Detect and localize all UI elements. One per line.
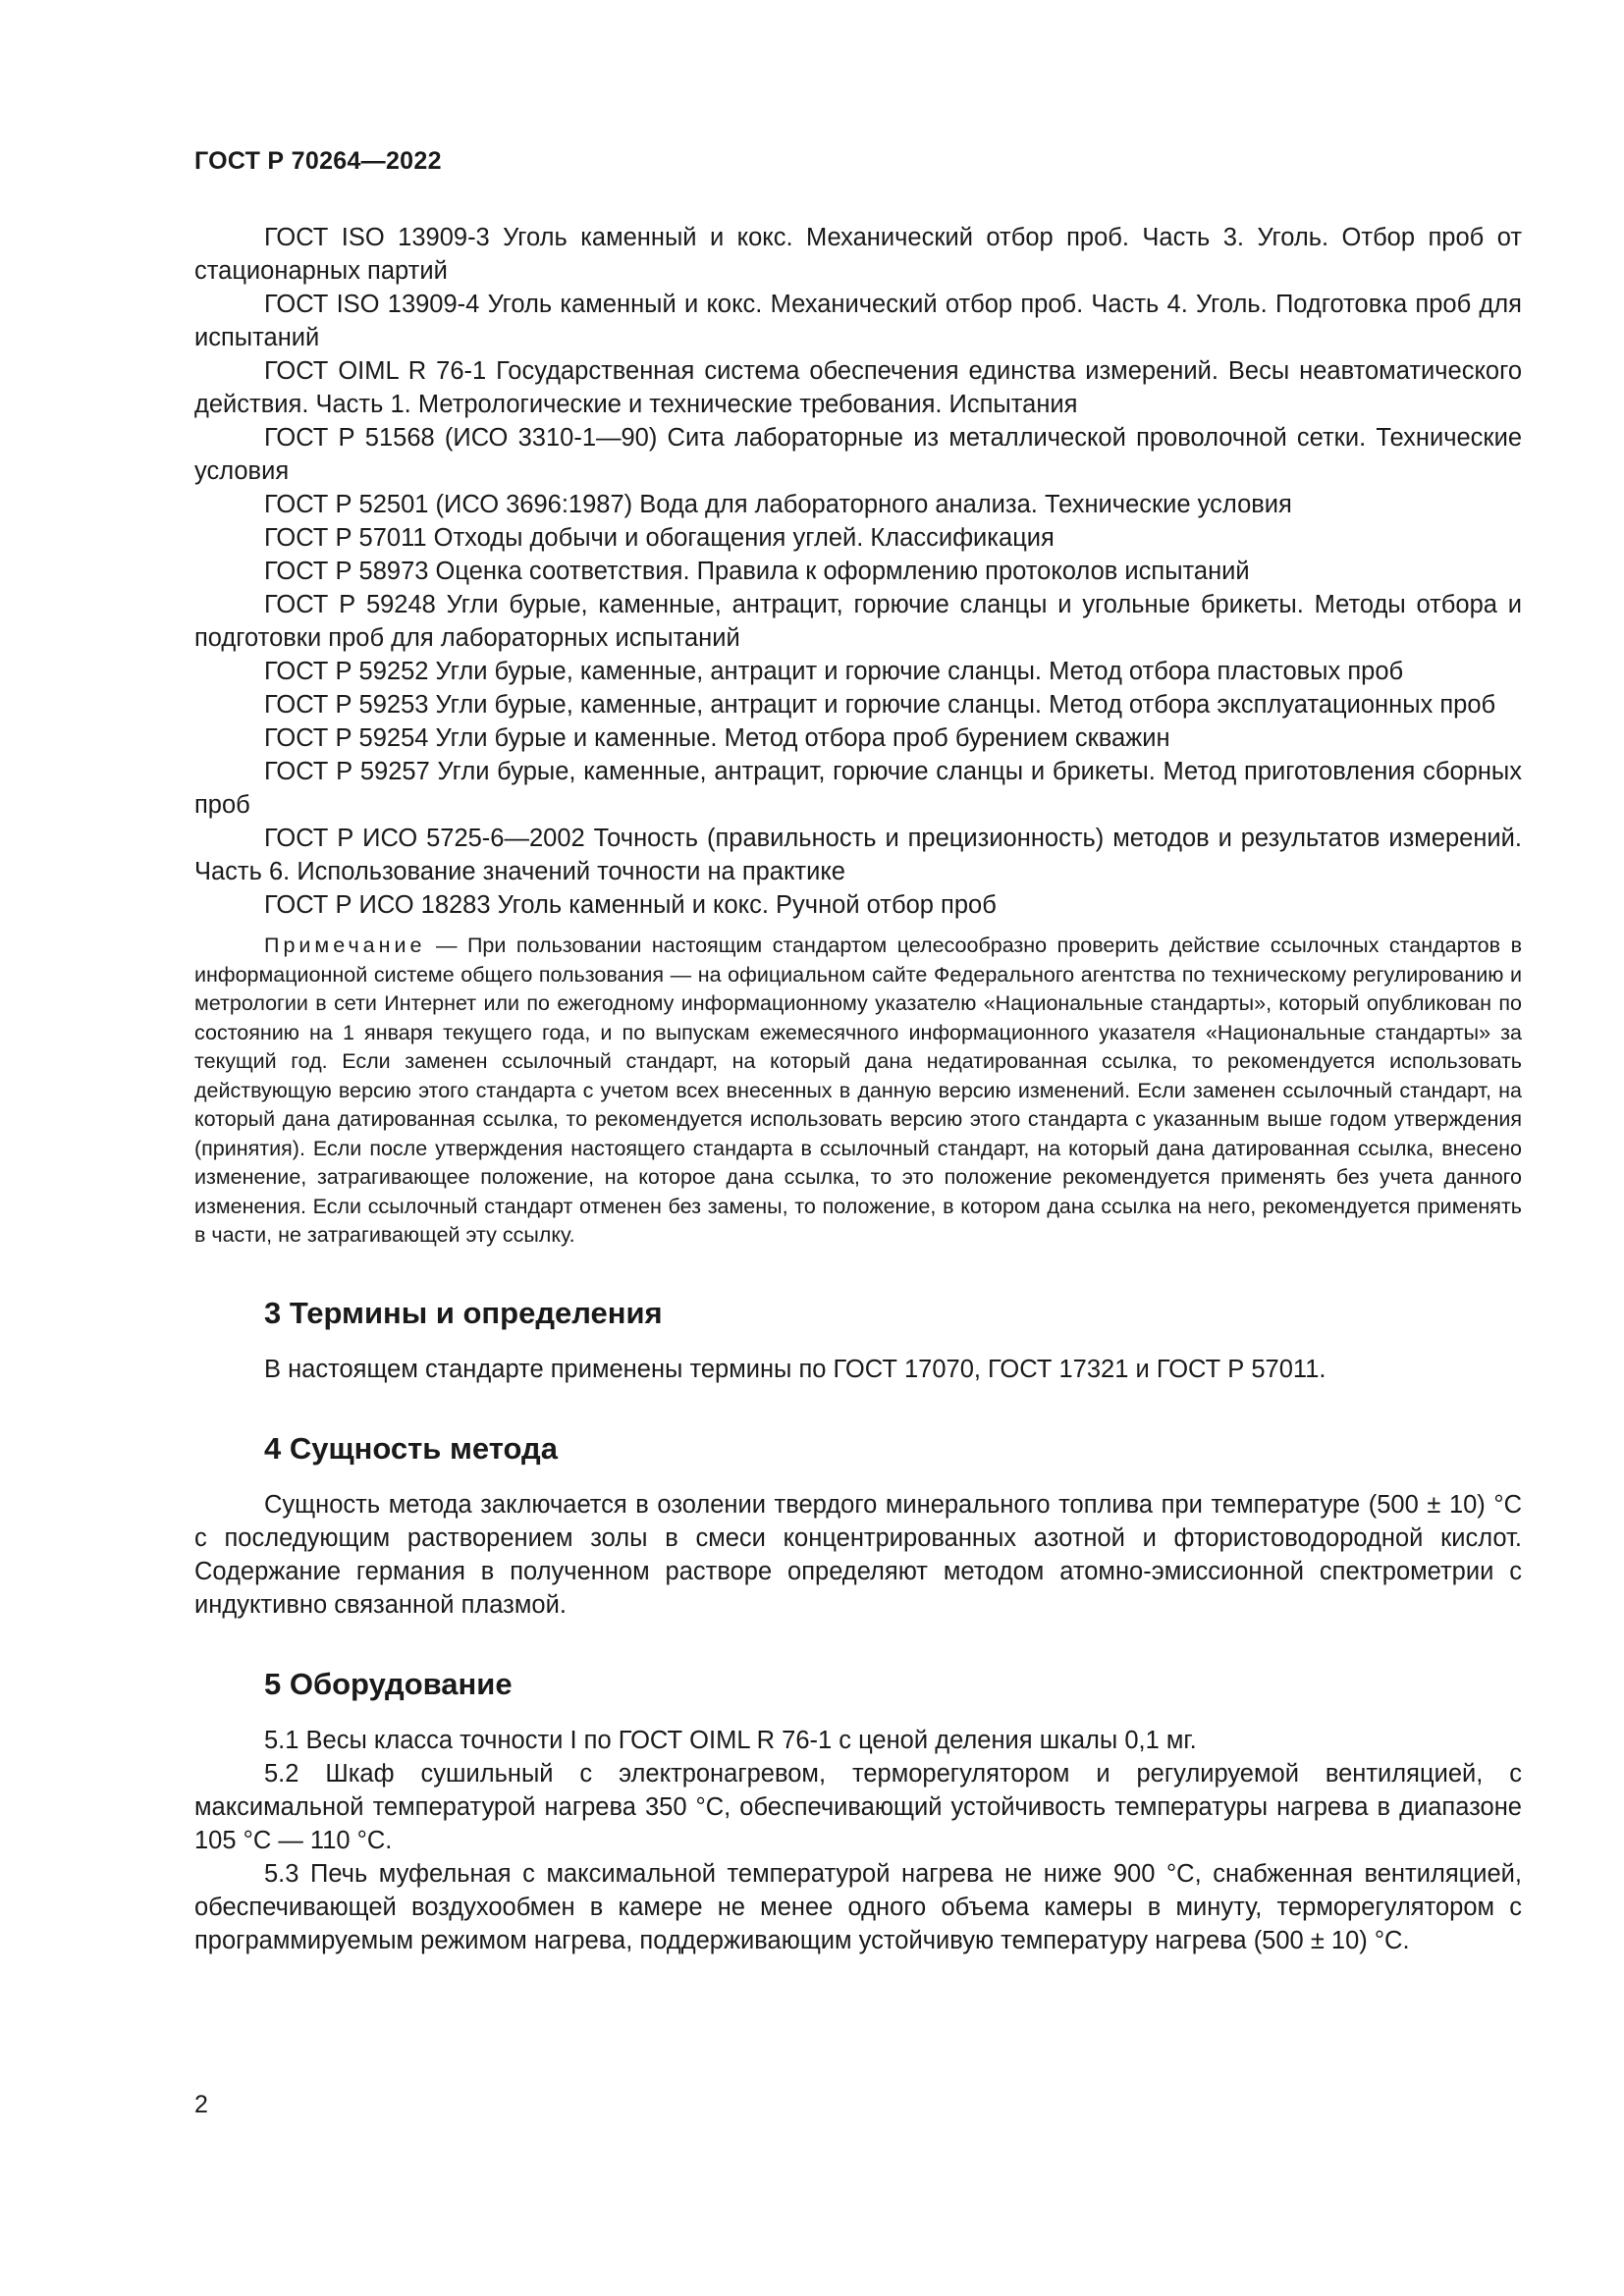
- reference-item: ГОСТ Р ИСО 5725-6—2002 Точность (правильность и прецизионность) методов и результатов измерений. Часть 6. Использование значений точности на практике: [194, 825, 1522, 885]
- reference-item: ГОСТ Р ИСО 18283 Уголь каменный и кокс. Ручной отбор проб: [264, 891, 997, 919]
- section-4-title: 4 Сущность метода: [264, 1430, 558, 1466]
- section-5-item: 5.2 Шкаф сушильный с электронагревом, терморегулятором и регулируемой вентиляцией, с максимальной температурой нагрева 350 °С, обеспечивающий устойчивость температуры нагрева в диапазоне 105 °С — 110 °С.: [194, 1759, 1522, 1854]
- reference-item: ГОСТ ISO 13909-4 Уголь каменный и кокс. Механический отбор проб. Часть 4. Уголь. Подготовка проб для испытаний: [194, 291, 1522, 351]
- reference-item: ГОСТ Р 52501 (ИСО 3696:1987) Вода для лабораторного анализа. Технические условия: [264, 491, 1292, 518]
- section-5-title: 5 Оборудование: [264, 1666, 513, 1701]
- section-4-text: Сущность метода заключается в озолении твердого минерального топлива при температуре (500 ± 10) °С с последующим растворением золы в смеси концентрированных азотной и фтористоводородной кислот. Содержание германия в полученном растворе определяют методом атомно-эмиссионной спектрометрии с индуктивно связанной плазмой.: [194, 1490, 1522, 1619]
- note-text: — При пользовании настоящим стандартом целесообразно проверить действие ссылочных стандартов в информационной системе общего пользования — на официальном сайте Федерального агентства по техническому регулированию и метрологии в сети Интернет или по ежегодному информационному указателю «Национальные стандарты», который опубликован по состоянию на 1 января текущего года, и по выпускам ежемесячного информационного указателя «Национальные стандарты» за текущий год. Если заменен ссылочный стандарт, на который дана недатированная ссылка, то рекомендуется использовать действующую версию этого стандарта с учетом всех внесенных в данную версию изменений. Если заменен ссылочный стандарт, на который дана датированная ссылка, то рекомендуется использовать версию этого стандарта с указанным выше годом утверждения (принятия). Если после утверждения настоящего стандарта в ссылочный стандарт, на который дана датированная ссылка, внесено изменение, затрагивающее положение, на которое дана ссылка, то это положение рекомендуется применять без учета данного изменения. Если ссылочный стандарт отменен без замены, то положение, в котором дана ссылка на него, рекомендуется применять в части, не затрагивающей эту ссылку.: [194, 934, 1522, 1247]
- section-5-item: 5.3 Печь муфельная с максимальной температурой нагрева не ниже 900 °С, снабженная вентиляцией, обеспечивающей воздухообмен в камере не менее одного объема камеры в минуту, терморегулятором с программируемым режимом нагрева, поддерживающим устойчивую температуру нагрева (500 ± 10) °С.: [194, 1859, 1522, 1954]
- reference-item: ГОСТ Р 59257 Угли бурые, каменные, антрацит, горючие сланцы и брикеты. Метод приготовления сборных проб: [194, 758, 1522, 819]
- section-3-text: В настоящем стандарте применены термины по ГОСТ 17070, ГОСТ 17321 и ГОСТ Р 57011.: [264, 1355, 1326, 1383]
- reference-item: ГОСТ Р 59254 Угли бурые и каменные. Метод отбора проб бурением скважин: [264, 724, 1170, 752]
- note-paragraph: [194, 932, 1522, 1251]
- section-3-title: 3 Термины и определения: [264, 1295, 663, 1330]
- reference-item: ГОСТ ISO 13909-3 Уголь каменный и кокс. Механический отбор проб. Часть 3. Уголь. Отбор проб от стационарных партий: [194, 224, 1522, 285]
- reference-item: ГОСТ Р 59253 Угли бурые, каменные, антрацит и горючие сланцы. Метод отбора эксплуатационных проб: [264, 691, 1496, 719]
- note-label: Примечание: [264, 934, 426, 957]
- document-header: ГОСТ Р 70264—2022: [194, 147, 442, 175]
- reference-item: ГОСТ OIML R 76-1 Государственная система обеспечения единства измерений. Весы неавтоматического действия. Часть 1. Метрологические и технические требования. Испытания: [194, 357, 1522, 418]
- reference-item: ГОСТ Р 59248 Угли бурые, каменные, антрацит, горючие сланцы и угольные брикеты. Методы отбора и подготовки проб для лабораторных испытаний: [194, 591, 1522, 652]
- section-5-item: 5.1 Весы класса точности I по ГОСТ OIML R 76-1 с ценой деления шкалы 0,1 мг.: [264, 1726, 1197, 1754]
- page-number: 2: [194, 2091, 208, 2118]
- normative-references-list: [194, 221, 1522, 922]
- reference-item: ГОСТ Р 59252 Угли бурые, каменные, антрацит и горючие сланцы. Метод отбора пластовых проб: [264, 658, 1404, 685]
- reference-item: ГОСТ Р 57011 Отходы добычи и обогащения углей. Классификация: [264, 524, 1055, 552]
- reference-item: ГОСТ Р 51568 (ИСО 3310-1—90) Сита лабораторные из металлической проволочной сетки. Технические условия: [194, 424, 1522, 485]
- document-body: [194, 221, 1522, 1957]
- reference-item: ГОСТ Р 58973 Оценка соответствия. Правила к оформлению протоколов испытаний: [264, 558, 1250, 585]
